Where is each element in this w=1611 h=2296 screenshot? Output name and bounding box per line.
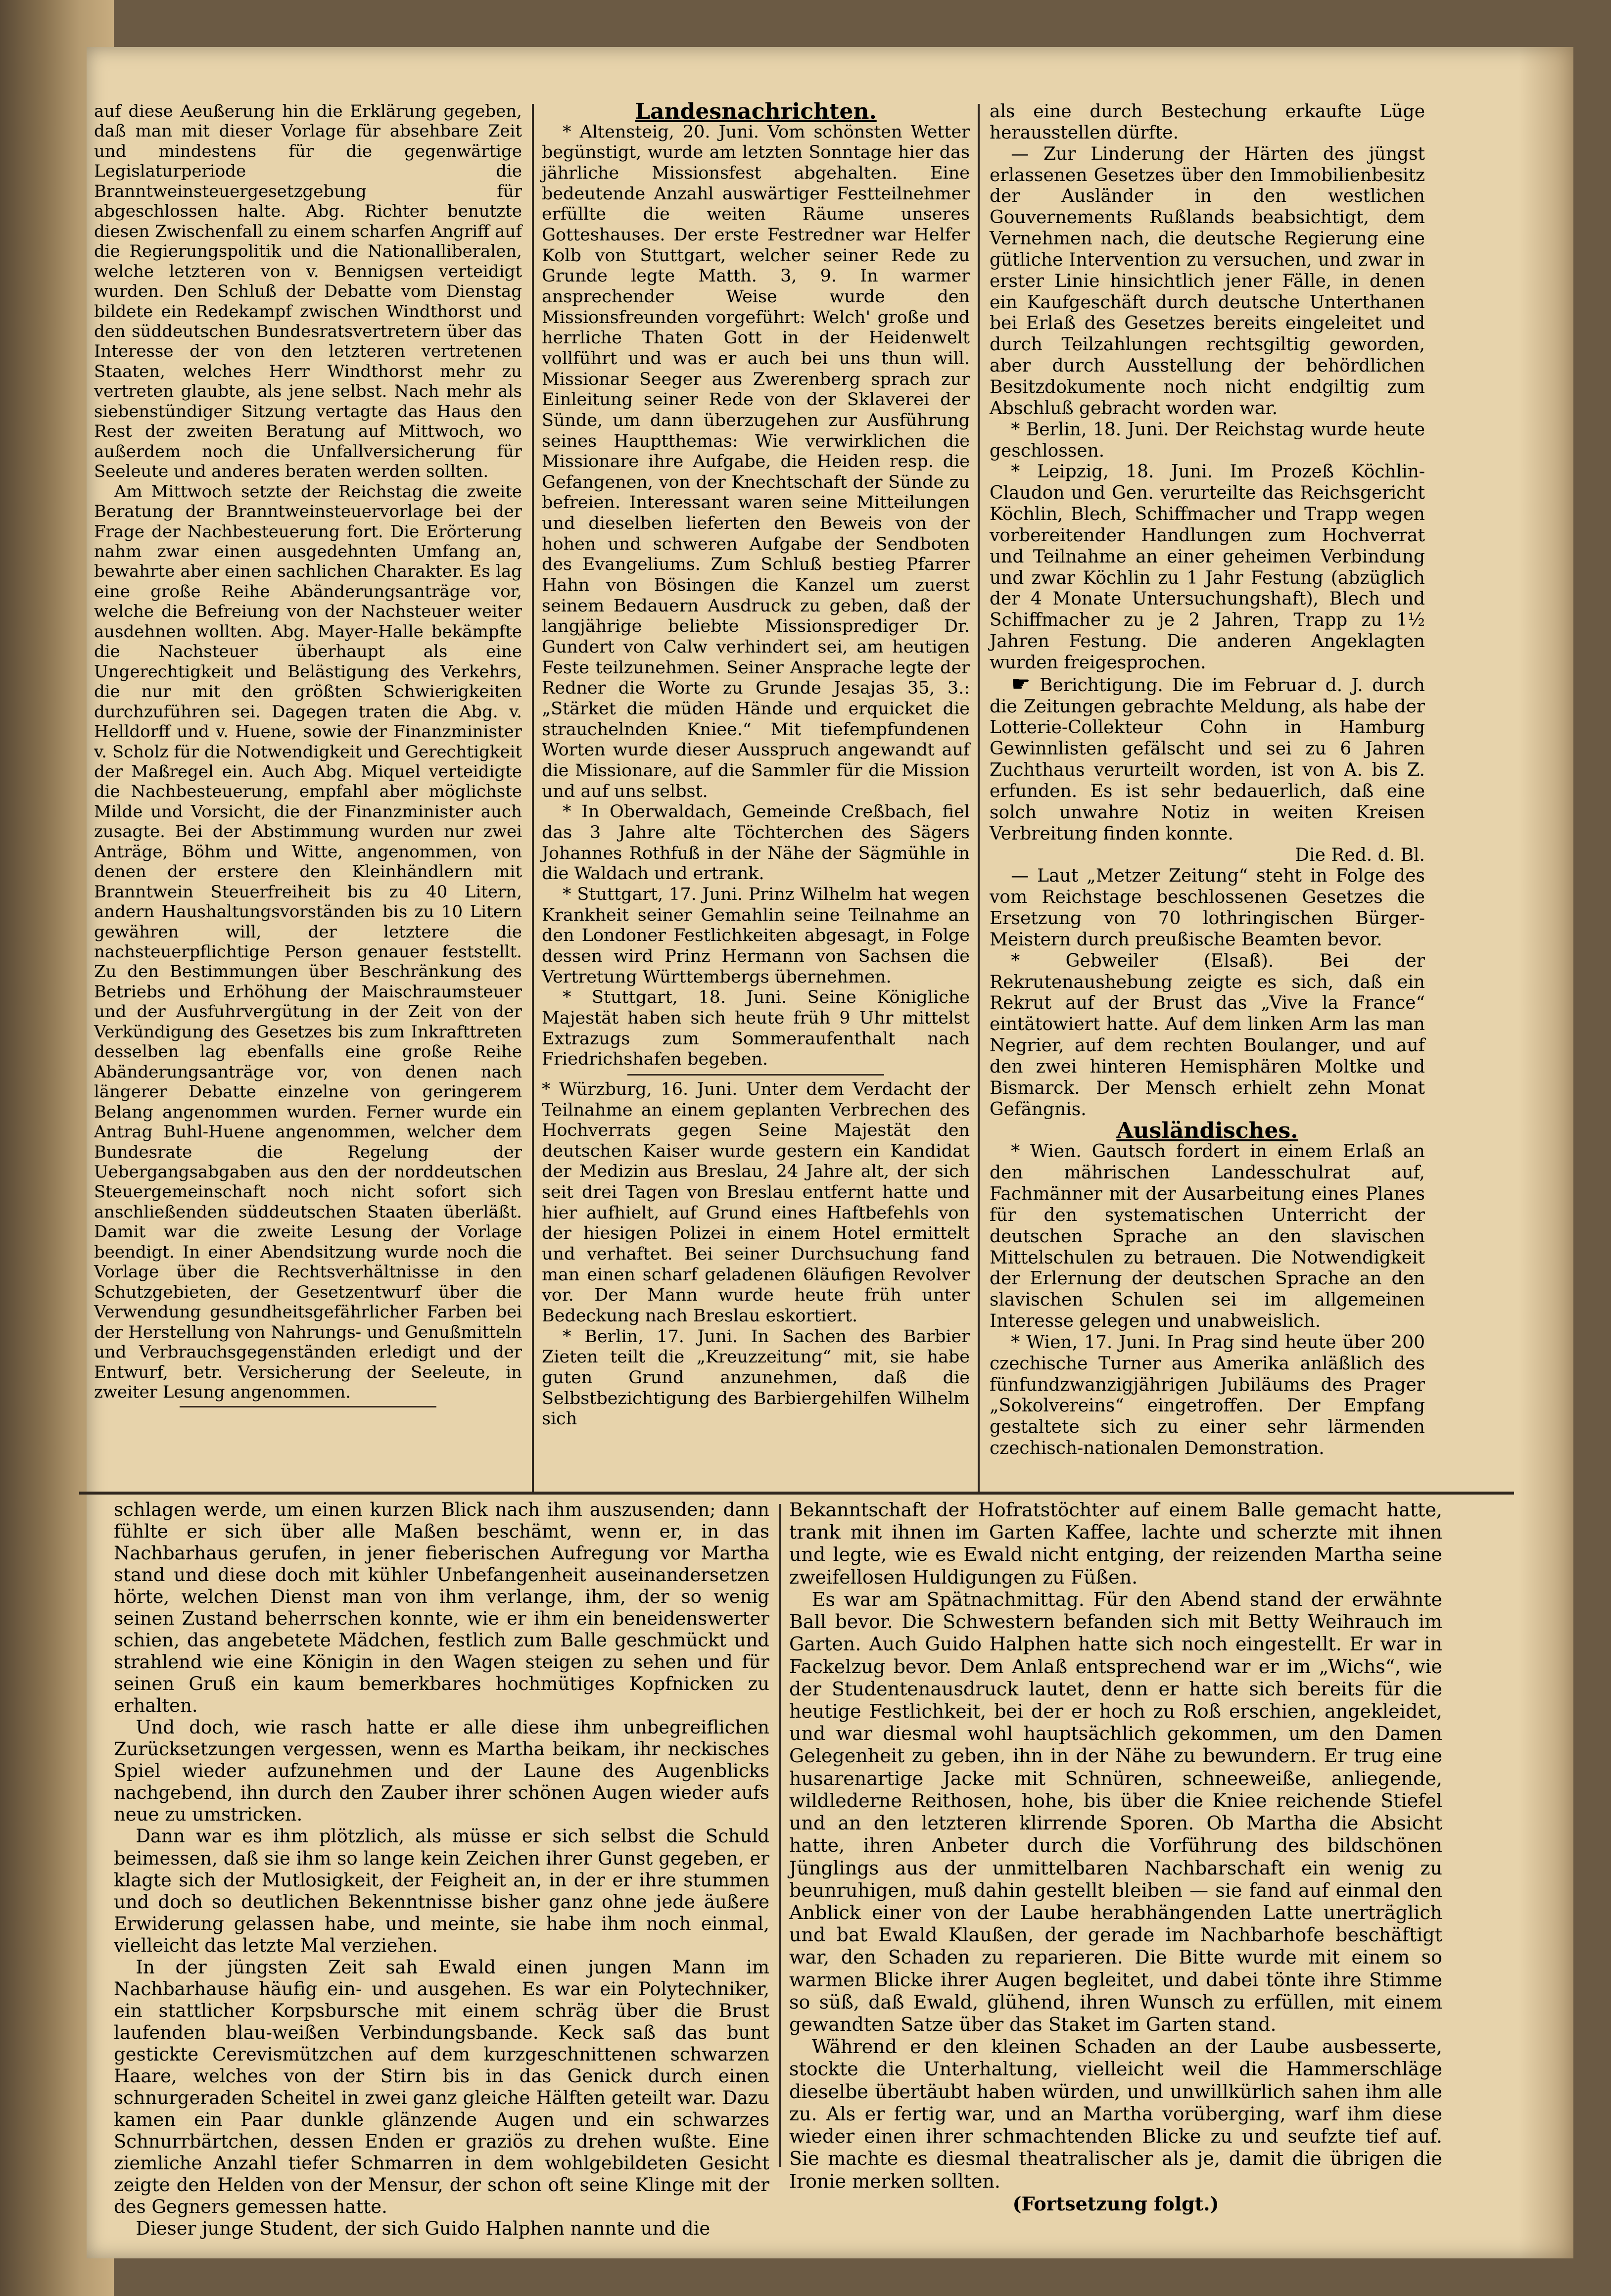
paragraph: auf diese Aeußerung hin die Erklärung gegeben, daß man mit dieser Vorlage für absehbare Zeit und mindestens für die gegenwärtige Legislaturperiode die Branntweinsteuergesetzgebung für abgeschlossen halte. Abg. Richter benutzte diesen Zwischenfall zu einem scharfen Angriff auf die Regierungspolitik und die Nationalliberalen, welche letzteren von v. Bennigsen verteidigt wurden. Den Schluß der Debatte vom Dienstag bildete ein Redekampf zwischen Windthorst und den süddeutschen Bundesratsvertretern über das Interesse der von den letzteren vertretenen Staaten, welches Herr Windthorst mehr zu vertreten glaubte, als jene selbst. Nach mehr als siebenstündiger Sitzung vertagte das Haus den Rest der zweiten Beratung auf Mittwoch, wo außerdem noch die Unfallversicherung für Seeleute und anderes beraten werden sollten. <box>94 101 522 482</box>
feuilleton-right <box>789 1499 1442 2215</box>
continued-note: (Fortsetzung folgt.) <box>1012 2192 1219 2215</box>
paragraph: Und doch, wie rasch hatte er alle diese ihm unbegreiflichen Zurücksetzungen vergessen, wenn es Martha beikam, ihr neckisches Spiel wieder aufzunehmen und der Laune des Augenblicks nachgebend, ihn durch den Zauber ihrer schönen Augen wieder aufs neue zu umstricken. <box>114 1717 769 1826</box>
news-item: — Zur Linderung der Härten des jüngst erlassenen Gesetzes über den Immobilienbesitz der Ausländer in den westlichen Gouvernements Rußlands beabsichtigt, dem Vernehmen nach, die deutsche Regierung eine gütliche Intervention zu versuchen, und zwar in erster Linie hinsichtlich jener Fälle, in denen ein Kaufgeschäft durch deutsche Unterthanen bei Erlaß des Gesetzes bereits eingeleitet und durch Teilzahlungen rechtsgiltig geworden, aber durch Ausstellung der behördlichen Besitzdokumente noch nicht endgiltig zum Abschluß gebracht worden war. <box>990 143 1425 419</box>
news-item: als eine durch Bestechung erkaufte Lüge herausstellen dürfte. <box>990 101 1425 143</box>
news-item: * Berlin, 17. Juni. In Sachen des Barbier Zieten teilt die „Kreuzzeitung“ mit, sie habe guten Grund anzunehmen, daß die Selbstbezichtigung des Barbiergehilfen Wilhelm sich <box>542 1326 970 1429</box>
paragraph: Dann war es ihm plötzlich, als müsse er sich selbst die Schuld beimessen, daß sie ihm so lange kein Zeichen ihrer Gunst gegeben, er klagte sich der Mutlosigkeit, der Feigheit an, in der er ihre stummen und doch so deutlichen Bekenntnisse bisher ganz ohne jede äußere Erwiderung gelassen habe, und meinte, sie habe ihm noch einmal, vielleicht das letzte Mal verziehen. <box>114 1826 769 1956</box>
feuilleton-column-rule <box>779 1504 781 2167</box>
news-item: * Berlin, 18. Juni. Der Reichstag wurde heute geschlossen. <box>990 419 1425 461</box>
paragraph: Bekanntschaft der Hofratstöchter auf einem Balle gemacht hatte, trank mit ihnen im Garten Kaffee, lachte und scherzte mit ihnen und legte, wie es Ewald nicht entging, der reizenden Martha seine zweifellosen Huldigungen zu Füßen. <box>789 1499 1442 1588</box>
feuilleton-rule <box>79 1492 1514 1495</box>
section-heading-landesnachrichten: Landesnachrichten. <box>635 99 877 124</box>
editor-signature: Die Red. d. Bl. <box>1295 844 1425 865</box>
separator <box>627 1074 884 1076</box>
paragraph: Dieser junge Student, der sich Guido Halphen nannte und die <box>136 2218 711 2240</box>
feuilleton-left <box>114 1499 769 2240</box>
news-item: * Wien, 17. Juni. In Prag sind heute über 200 czechische Turner aus Amerika anläßlich des fünfundzwanzigjährigen Jubiläums des Prager „Sokolvereins“ eingetroffen. Der Empfang gestaltete sich zu einer sehr lärmenden czechisch-nationalen Demonstration. <box>990 1332 1425 1459</box>
news-item: * Stuttgart, 18. Juni. Seine Königliche Majestät haben sich heute früh 9 Uhr mittelst Extrazugs zum Sommeraufenthalt nach Friedrichshafen begeben. <box>542 987 970 1070</box>
section-heading-auslaendisches: Ausländisches. <box>1116 1118 1298 1143</box>
news-item: * In Oberwaldach, Gemeinde Creßbach, fiel das 3 Jahre alte Töchterchen des Sägers Johannes Rothfuß in der Nähe der Sägmühle in die Waldach und ertrank. <box>542 802 970 884</box>
paragraph: Es war am Spätnachmittag. Für den Abend stand der erwähnte Ball bevor. Die Schwestern befanden sich mit Betty Weihrauch im Garten. Auch Guido Halphen hatte sich noch eingestellt. Er war in Fackelzug bevor. Dem Anlaß entsprechend war er im „Wichs“, wie der Studentenausdruck lautet, denn er hatte sich bereits für die heutige Festlichkeit, bei der er hoch zu Roß erschien, angekleidet, und war diesmal wohl hauptsächlich gekommen, um den Damen Gelegenheit zu geben, ihn in der Nähe zu bewundern. Er trug eine husarenartige Jacke mit Schnüren, schneeweiße, anliegende, wildlederne Reithosen, hohe, bis über die Kniee reichende Stiefel und an den letzteren klirrende Sporen. Ob Martha die Absicht hatte, ihren Anbeter durch die Vorführung des bildschönen Jünglings aus der unmittelbaren Nachbarschaft ein wenig zu beunruhigen, muß dahin gestellt bleiben — sie fand auf einmal den Anblick einer von der Laube herabhängenden Latte unerträglich und bat Ewald Klaußen, der gerade im Nachbarhofe beschäftigt war, den Schaden zu reparieren. Die Bitte wurde mit einem so warmen Blicke ihrer Augen begleitet, und dabei tönte ihre Stimme so süß, daß Ewald, glühend, ihren Wunsch zu erfüllen, mit einem gewandten Satze über das Staket im Garten stand. <box>789 1588 1442 2036</box>
paragraph: schlagen werde, um einen kurzen Blick nach ihm auszusenden; dann fühlte er sich über alle Maßen beschämt, wenn er, in das Nachbarhaus gerufen, in jener fieberischen Aufregung vor Martha stand und diese doch mit kühler Unbefangenheit auseinandersetzen hörte, welchen Dienst man von ihm verlange, ihm, der so wenig seinen Zustand beherrschen konnte, wie er ihm ein beneidenswerter schien, das angebetete Mädchen, festlich zum Balle geschmückt und strahlend wie eine Königin in den Wagen steigen zu sehen und für seinen Gruß ein kaum bemerkbares hochmütiges Kopfnicken zu erhalten. <box>114 1499 769 1717</box>
news-item: * Wien. Gautsch fordert in einem Erlaß an den mährischen Landesschulrat auf, Fachmänner mit der Ausarbeitung eines Planes für den systematischen Unterricht der deutschen Sprache an den slavischen Mittelschulen zu betrauen. Die Notwendigkeit der Erlernung der deutschen Sprache an den slavischen Schulen sei im allgemeinen Interesse gelegen und unabweislich. <box>990 1141 1425 1332</box>
paragraph: In der jüngsten Zeit sah Ewald einen jungen Mann im Nachbarhause häufig ein- und ausgehen. Es war ein Polytechniker, ein stattlicher Korpsbursche mit einem schräg über die Brust laufenden blau-weißen Verbindungsbande. Keck saß das bunt gestickte Cerevismützchen auf dem kurzgeschnittenen schwarzen Haare, welches von der Stirn bis in das Genick durch einen schnurgeraden Scheitel in zwei ganz gleiche Hälften geteilt war. Dazu kamen ein Paar dunkle glänzende Augen und ein schwarzes Schnurrbärtchen, dessen Enden er graziös zu drehen wußte. Eine ziemliche Anzahl tiefer Schmarren in dem wohlgebildeten Gesicht zeigte den Helden von der Mensur, der schon oft seine Klinge mit der des Gegners gemessen hatte. <box>114 1956 769 2217</box>
column-middle <box>542 101 970 1430</box>
column-rule-right <box>978 104 980 1492</box>
news-item: * Würzburg, 16. Juni. Unter dem Verdacht der Teilnahme an einem geplanten Verbrechen des Hochverrats gegen Seine Majestät den deutschen Kaiser wurde gestern ein Kandidat der Medizin aus Breslau, 24 Jahre alt, der sich seit drei Tagen von Breslau entfernt hatte und hier aufhielt, auf Grund eines Haftbefehls von der hiesigen Polizei in einem Hotel ermittelt und verhaftet. Bei seiner Durchsuchung fand man einen scharf geladenen 6läufigen Revolver vor. Der Mann wurde heute früh unter Bedeckung nach Breslau eskortiert. <box>542 1079 970 1326</box>
correction-text: Berichtigung. Die im Februar d. J. durch die Zeitungen gebrachte Meldung, als habe der Lotterie-Collekteur Cohn in Hamburg Gewinnlisten gefälscht und sei zu 6 Jahren Zuchthaus verurteilt worden, ist von A. bis Z. erfunden. Es ist sehr bedauerlich, daß eine solch unwahre Notiz in weiten Kreisen Verbreitung finden konnte. <box>990 675 1425 844</box>
correction-notice <box>990 671 1425 845</box>
news-item: * Gebweiler (Elsaß). Bei der Rekrutenaushebung zeigte es sich, daß ein Rekrut auf der Brust das „Vive la France“ eintätowiert hatte. Auf dem linken Arm las man Negrier, auf dem rechten Boulanger, und auf den zwei hinteren Hemisphären Moltke und Bismarck. Der Mensch erhielt zehn Monat Gefängnis. <box>990 950 1425 1120</box>
news-item: * Leipzig, 18. Juni. Im Prozeß Köchlin-Claudon und Gen. verurteilte das Reichsgericht Köchlin, Blech, Schiffmacher und Trapp wegen vorbereitender Handlungen zum Hochverrat und Teilnahme an einer geheimen Verbindung und zwar Köchlin zu 1 Jahr Festung (abzüglich der 4 Monate Untersuchungshaft), Blech und Schiffmacher zu je 2 Jahren, Trapp zu 1½ Jahren Festung. Die anderen Angeklagten wurden freigesprochen. <box>990 462 1425 673</box>
news-item: — Laut „Metzer Zeitung“ steht in Folge des vom Reichstage beschlossenen Gesetzes die Ersetzung von 70 lothringischen Bürger-Meistern durch preußische Beamten bevor. <box>990 866 1425 950</box>
separator <box>180 1406 436 1407</box>
pointing-hand-icon: ☛ <box>1011 671 1031 697</box>
column-right <box>990 101 1425 1459</box>
news-item: * Altensteig, 20. Juni. Vom schönsten Wetter begünstigt, wurde am letzten Sonntage hier das jährliche Missionsfest abgehalten. Eine bedeutende Anzahl auswärtiger Festteilnehmer erfüllte die weiten Räume unseres Gotteshauses. Der erste Festredner war Helfer Kolb von Stuttgart, welcher seiner Rede zu Grunde legte Matth. 3, 9. In warmer ansprechender Weise wurde den Missionsfreunden vorgeführt: Welch' große und herrliche Thaten Gott in der Heidenwelt vollführt und was er auch bei uns thun will. Missionar Seeger aus Zwerenberg sprach zur Einleitung seiner Rede von der Sklaverei der Sünde, um dann überzugehen zur Ausführung seines Hauptthemas: Wie verwirklichen die Missionare ihre Aufgabe, die Heiden resp. die Gefangenen, von der Knechtschaft der Sünde zu befreien. Interessant waren seine Mitteilungen und dieselben lieferten den Beweis von der hohen und schweren Aufgabe der Sendboten des Evangeliums. Zum Schluß bestieg Pfarrer Hahn von Bösingen die Kanzel um zuerst seinem Bedauern Ausdruck zu geben, daß der langjährige beliebte Missionsprediger Dr. Gundert von Calw verhindert sei, am heutigen Feste teilzunehmen. Seiner Ansprache legte der Redner die Worte zu Grunde Jesajas 35, 3.: „Stärket die müden Hände und erquicket die strauchelnden Kniee.“ Mit tiefempfundenen Worten wurde dieser Ausspruch angewandt auf die Missionare, auf die Sammler für die Mission und auf uns selbst. <box>542 122 970 801</box>
column-rule-left <box>532 104 534 1492</box>
column-left <box>94 101 522 1411</box>
paragraph: Am Mittwoch setzte der Reichstag die zweite Beratung der Branntweinsteuervorlage bei der Frage der Nachbesteuerung fort. Die Erörterung nahm zwar einen ausgedehnten Umfang an, bewahrte aber einen sachlichen Charakter. Es lag eine große Reihe Abänderungsanträge vor, welche die Befreiung von der Nachsteuer weiter ausdehnen wollten. Abg. Mayer-Halle bekämpfte die Nachsteuer überhaupt als eine Ungerechtigkeit und Belästigung des Verkehrs, die nur mit den größten Schwierigkeiten durchzuführen sei. Dagegen traten die Abg. v. Helldorff und v. Huene, sowie der Finanzminister v. Scholz für die Notwendigkeit und Gerechtigkeit der Maßregel ein. Auch Abg. Miquel verteidigte die Nachbesteuerung, empfahl aber möglichste Milde und Vorsicht, die der Finanzminister auch zusagte. Bei der Abstimmung wurden nur zwei Anträge, Böhm und Witte, angenommen, von denen der erstere den Kleinhändlern mit Branntwein Steuerfreiheit bis zu 40 Litern, andern Haushaltungsvorständen bis zu 10 Litern gewähren will, der letztere die nachsteuerpflichtige Person genauer feststellt. Zu den Bestimmungen über Beschränkung des Betriebs und Erhöhung der Maischraumsteuer und der Ausfuhrvergütung in der Zeit von der Verkündigung des Gesetzes bis zum Inkrafttreten desselben lag ebenfalls eine große Reihe Abänderungsanträge vor, von denen nach längerer Debatte einzelne von geringerem Belang angenommen wurden. Ferner wurde ein Antrag Buhl-Huene angenommen, welcher dem Bundesrate die Regelung der Uebergangsabgaben aus den der norddeutschen Steuergemeinschaft noch nicht sofort sich anschließenden süddeutschen Staaten überläßt. Damit war die zweite Lesung der Vorlage beendigt. In einer Abendsitzung wurde noch die Vorlage über die Rechtsverhältnisse in den Schutzgebieten, der Gesetzentwurf über die Verwendung gesundheitsgefährlicher Farben bei der Herstellung von Nahrungs- und Genußmitteln und Verbrauchsgegenständen erledigt und der Entwurf, betr. Versicherung der Seeleute, in zweiter Lesung angenommen. <box>94 481 522 1402</box>
news-item: * Stuttgart, 17. Juni. Prinz Wilhelm hat wegen Krankheit seiner Gemahlin seine Teilnahme an den Londoner Festlichkeiten abgesagt, in Folge dessen wird Prinz Hermann von Sachsen die Vertretung Württembergs übernehmen. <box>542 884 970 987</box>
paragraph: Während er den kleinen Schaden an der Laube ausbesserte, stockte die Unterhaltung, vielleicht weil die Hammerschläge dieselbe übertäubt haben würden, und unwillkürlich sahen ihm alle zu. Als er fertig war, und an Martha vorüberging, warf ihm diese wieder einen ihrer schmachtenden Blicke zu und seufzte tief auf. Sie machte es diesmal theatralischer als je, damit die übrigen die Ironie merken sollten. <box>789 2036 1442 2192</box>
page-edge-shadow <box>1519 47 1573 2258</box>
